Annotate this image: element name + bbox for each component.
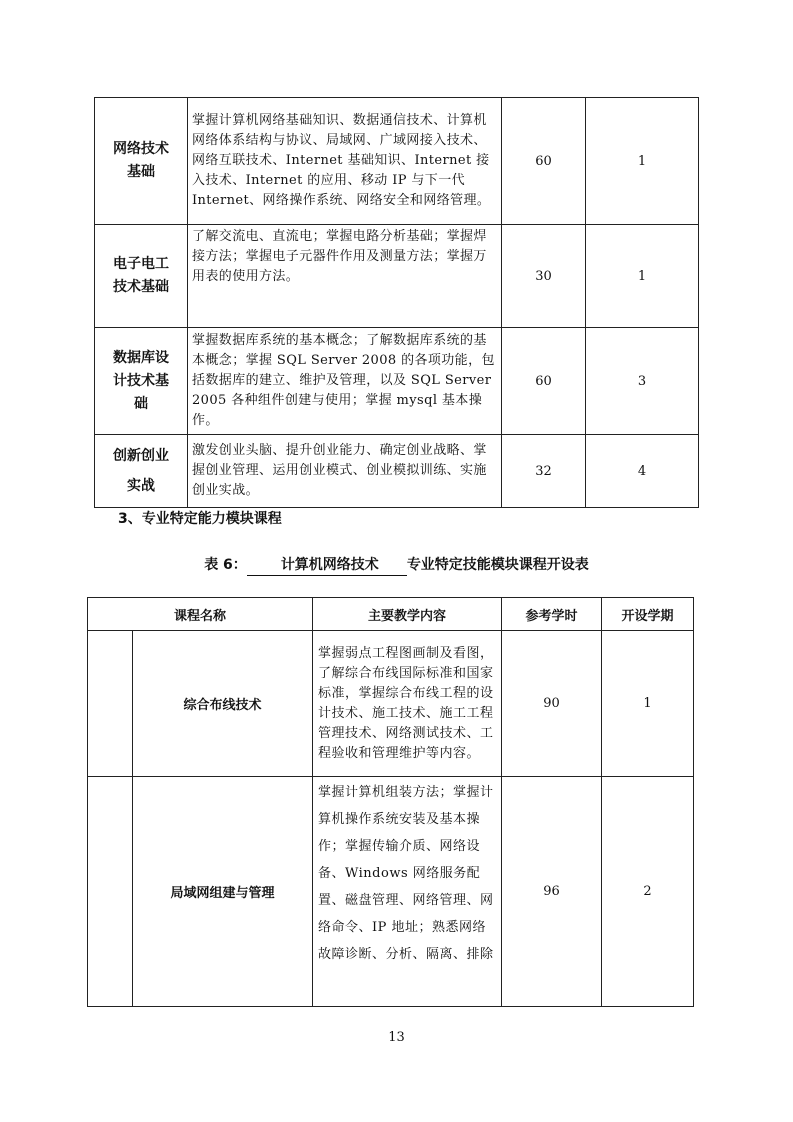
table-row	[88, 777, 694, 1007]
course-semester: 1	[586, 225, 699, 328]
header-course-name: 课程名称	[88, 598, 313, 631]
course-semester: 2	[602, 777, 694, 1007]
section-title: 3、专业特定能力模块课程	[118, 511, 282, 527]
course-hours: 90	[502, 631, 602, 777]
course-hours: 32	[502, 435, 586, 508]
course-content: 掌握数据库系统的基本概念；了解数据库系统的基本概念；掌握 SQL Server 2008 的各项功能，包括数据库的建立、维护及管理，以及 SQL Server 2005 各种组件创建与使用；掌握 mysql 基本操作。	[188, 328, 502, 435]
course-semester: 1	[586, 98, 699, 225]
page-number: 13	[388, 1030, 405, 1045]
course-hours: 30	[502, 225, 586, 328]
course-content: 掌握计算机网络基础知识、数据通信技术、计算机网络体系结构与协议、局域网、广域网接入技术、网络互联技术、Internet 基础知识、Internet 接入技术、Internet 的应用、移动 IP 与下一代 Internet、网络操作系统、网络安全和网络管理。	[188, 98, 502, 225]
course-name: 局域网组建与管理	[133, 777, 313, 1007]
course-semester: 1	[602, 631, 694, 777]
course-name: 创新创业 实战	[95, 435, 188, 508]
table-header-row	[88, 598, 694, 631]
course-hours: 60	[502, 328, 586, 435]
course-content: 了解交流电、直流电；掌握电路分析基础；掌握焊接方法；掌握电子元器件作用及测量方法；掌握万用表的使用方法。	[188, 225, 502, 328]
header-semester: 开设学期	[602, 598, 694, 631]
course-semester: 4	[586, 435, 699, 508]
caption-major: 计算机网络技术	[247, 554, 407, 576]
course-content: 掌握弱点工程图画制及看图，了解综合布线国际标准和国家标准，掌握综合布线工程的设计技术、施工技术、施工工程管理技术、网络测试技术、工程验收和管理维护等内容。	[313, 631, 502, 777]
course-name: 网络技术 基础	[95, 98, 188, 225]
caption-prefix: 表 6：	[204, 557, 247, 573]
empty-cell	[88, 631, 133, 777]
table-row	[95, 98, 699, 225]
course-table-basic	[94, 97, 699, 508]
course-table-specific	[87, 597, 694, 1007]
header-hours: 参考学时	[502, 598, 602, 631]
course-name: 数据库设 计技术基 础	[95, 328, 188, 435]
table-row	[95, 225, 699, 328]
table-row	[95, 435, 699, 508]
table-row	[95, 328, 699, 435]
course-name: 综合布线技术	[133, 631, 313, 777]
course-name: 电子电工 技术基础	[95, 225, 188, 328]
course-hours: 96	[502, 777, 602, 1007]
course-content: 掌握计算机组装方法；掌握计算机操作系统安装及基本操作；掌握传输介质、网络设备、Windows 网络服务配置、磁盘管理、网络管理、网络命令、IP 地址；熟悉网络故障诊断、分析、隔离、排除	[313, 777, 502, 1007]
course-content: 激发创业头脑、提升创业能力、确定创业战略、掌握创业管理、运用创业模式、创业模拟训练、实施创业实战。	[188, 435, 502, 508]
header-content: 主要教学内容	[313, 598, 502, 631]
table-row	[88, 631, 694, 777]
table-caption	[0, 554, 793, 576]
course-semester: 3	[586, 328, 699, 435]
caption-suffix: 专业特定技能模块课程开设表	[406, 557, 589, 573]
course-hours: 60	[502, 98, 586, 225]
empty-cell	[88, 777, 133, 1007]
